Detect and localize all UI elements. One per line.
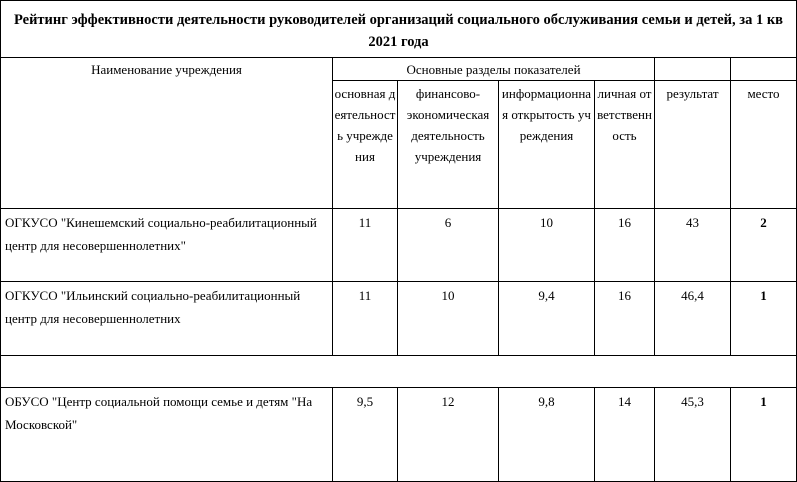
- empty-row: [1, 356, 797, 388]
- value-financial: 12: [398, 388, 499, 482]
- header-financial: финансово-экономическая деятельность учреждения: [398, 81, 499, 209]
- value-main-activity: 11: [333, 282, 398, 356]
- value-main-activity: 9,5: [333, 388, 398, 482]
- value-financial: 6: [398, 209, 499, 282]
- header-main-activity: основная деятельность учреждения: [333, 81, 398, 209]
- table-row: [1, 282, 797, 356]
- institution-name: ОГКУСО "Ильинский социально-реабилитационный центр для несовершеннолетних: [1, 282, 333, 356]
- header-openness: информационная открытость учреждения: [499, 81, 595, 209]
- value-place: 2: [731, 209, 797, 282]
- value-result: 45,3: [655, 388, 731, 482]
- value-result: 43: [655, 209, 731, 282]
- header-group: Основные разделы показателей: [333, 58, 655, 81]
- value-result: 46,4: [655, 282, 731, 356]
- table-title: Рейтинг эффективности деятельности руководителей организаций социального обслуживания семьи и детей, за 1 кв 2021 года: [1, 1, 797, 58]
- value-main-activity: 11: [333, 209, 398, 282]
- value-financial: 10: [398, 282, 499, 356]
- empty-cell: [1, 356, 797, 388]
- table-row: [1, 209, 797, 282]
- value-responsibility: 16: [595, 282, 655, 356]
- header-result: результат: [655, 81, 731, 209]
- header-blank-result: [655, 58, 731, 81]
- header-place: место: [731, 81, 797, 209]
- value-openness: 9,4: [499, 282, 595, 356]
- value-responsibility: 16: [595, 209, 655, 282]
- value-place: 1: [731, 388, 797, 482]
- value-openness: 10: [499, 209, 595, 282]
- title-row: [1, 1, 797, 58]
- header-blank-place: [731, 58, 797, 81]
- institution-name: ОГКУСО "Кинешемский социально-реабилитационный центр для несовершеннолетних": [1, 209, 333, 282]
- header-name-column: Наименование учреждения: [1, 58, 333, 209]
- header-responsibility: личная ответственность: [595, 81, 655, 209]
- table-row: [1, 388, 797, 482]
- value-responsibility: 14: [595, 388, 655, 482]
- value-openness: 9,8: [499, 388, 595, 482]
- value-place: 1: [731, 282, 797, 356]
- header-row-1: [1, 58, 797, 81]
- institution-name: ОБУСО "Центр социальной помощи семье и детям "На Московской": [1, 388, 333, 482]
